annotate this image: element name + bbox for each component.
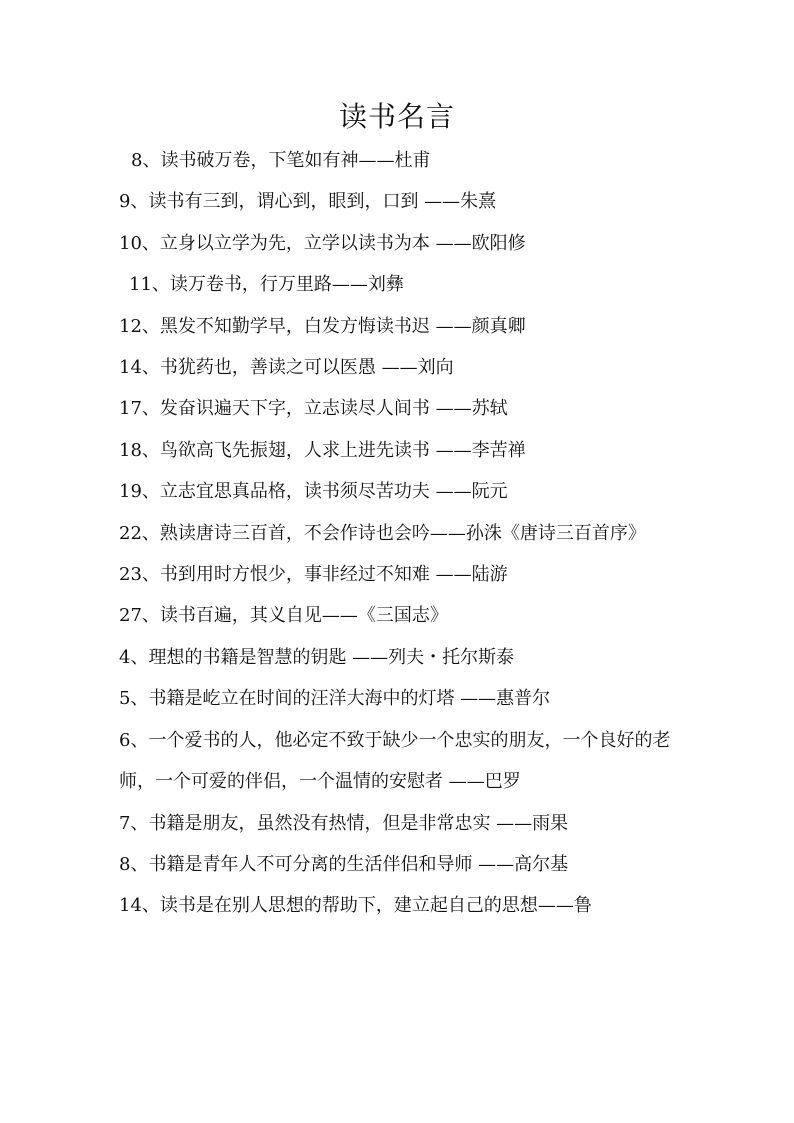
quote-item: 8、书籍是青年人不可分离的生活伴侣和导师 ——高尔基	[119, 853, 569, 875]
quote-item: 23、书到用时方恨少，事非经过不知难 ——陆游	[119, 564, 508, 586]
document-title: 读书名言	[338, 100, 455, 133]
quote-item: 17、发奋识遍天下字，立志读尽人间书 ——苏轼	[119, 398, 508, 420]
quote-item: 27、读书百遍，其义自见——《三国志》	[119, 605, 448, 627]
quote-item: 4、理想的书籍是智慧的钥匙 ——列夫・托尔斯泰	[119, 646, 515, 668]
quote-item: 5、书籍是屹立在时间的汪洋大海中的灯塔 ——惠普尔	[119, 688, 551, 710]
quote-item: 7、书籍是朋友，虽然没有热情，但是非常忠实 ——雨果	[119, 812, 569, 834]
quote-item: 8、读书破万卷，下笔如有神——杜甫	[131, 150, 431, 171]
quote-item: 10、立身以立学为先，立学以读书为本 ——欧阳修	[119, 232, 526, 254]
quote-item: 19、立志宜思真品格，读书须尽苦功夫 ——阮元	[119, 481, 508, 503]
quote-item: 22、熟读唐诗三百首，不会作诗也会吟——孙洙《唐诗三百首序》	[119, 522, 646, 544]
quote-item: 9、读书有三到，谓心到，眼到，口到 ——朱熹	[119, 191, 497, 213]
quote-item: 18、鸟欲高飞先振翅，人求上进先读书 ——李苦禅	[119, 439, 526, 461]
quote-item: 11、读万卷书，行万里路——刘彝	[129, 274, 404, 296]
quote-list	[119, 140, 679, 927]
quote-item: 14、读书是在别人思想的帮助下，建立起自己的思想——鲁	[119, 895, 592, 917]
quote-item: 6、一个爱书的人，他必定不致于缺少一个忠实的朋友，一个良好的老师，一个可爱的伴侣，一个温情的安慰者 ——巴罗	[119, 729, 671, 793]
quote-item: 12、黑发不知勤学早，白发方悔读书迟 ——颜真卿	[119, 315, 526, 337]
quote-item: 14、书犹药也，善读之可以医愚 ——刘向	[119, 357, 454, 379]
